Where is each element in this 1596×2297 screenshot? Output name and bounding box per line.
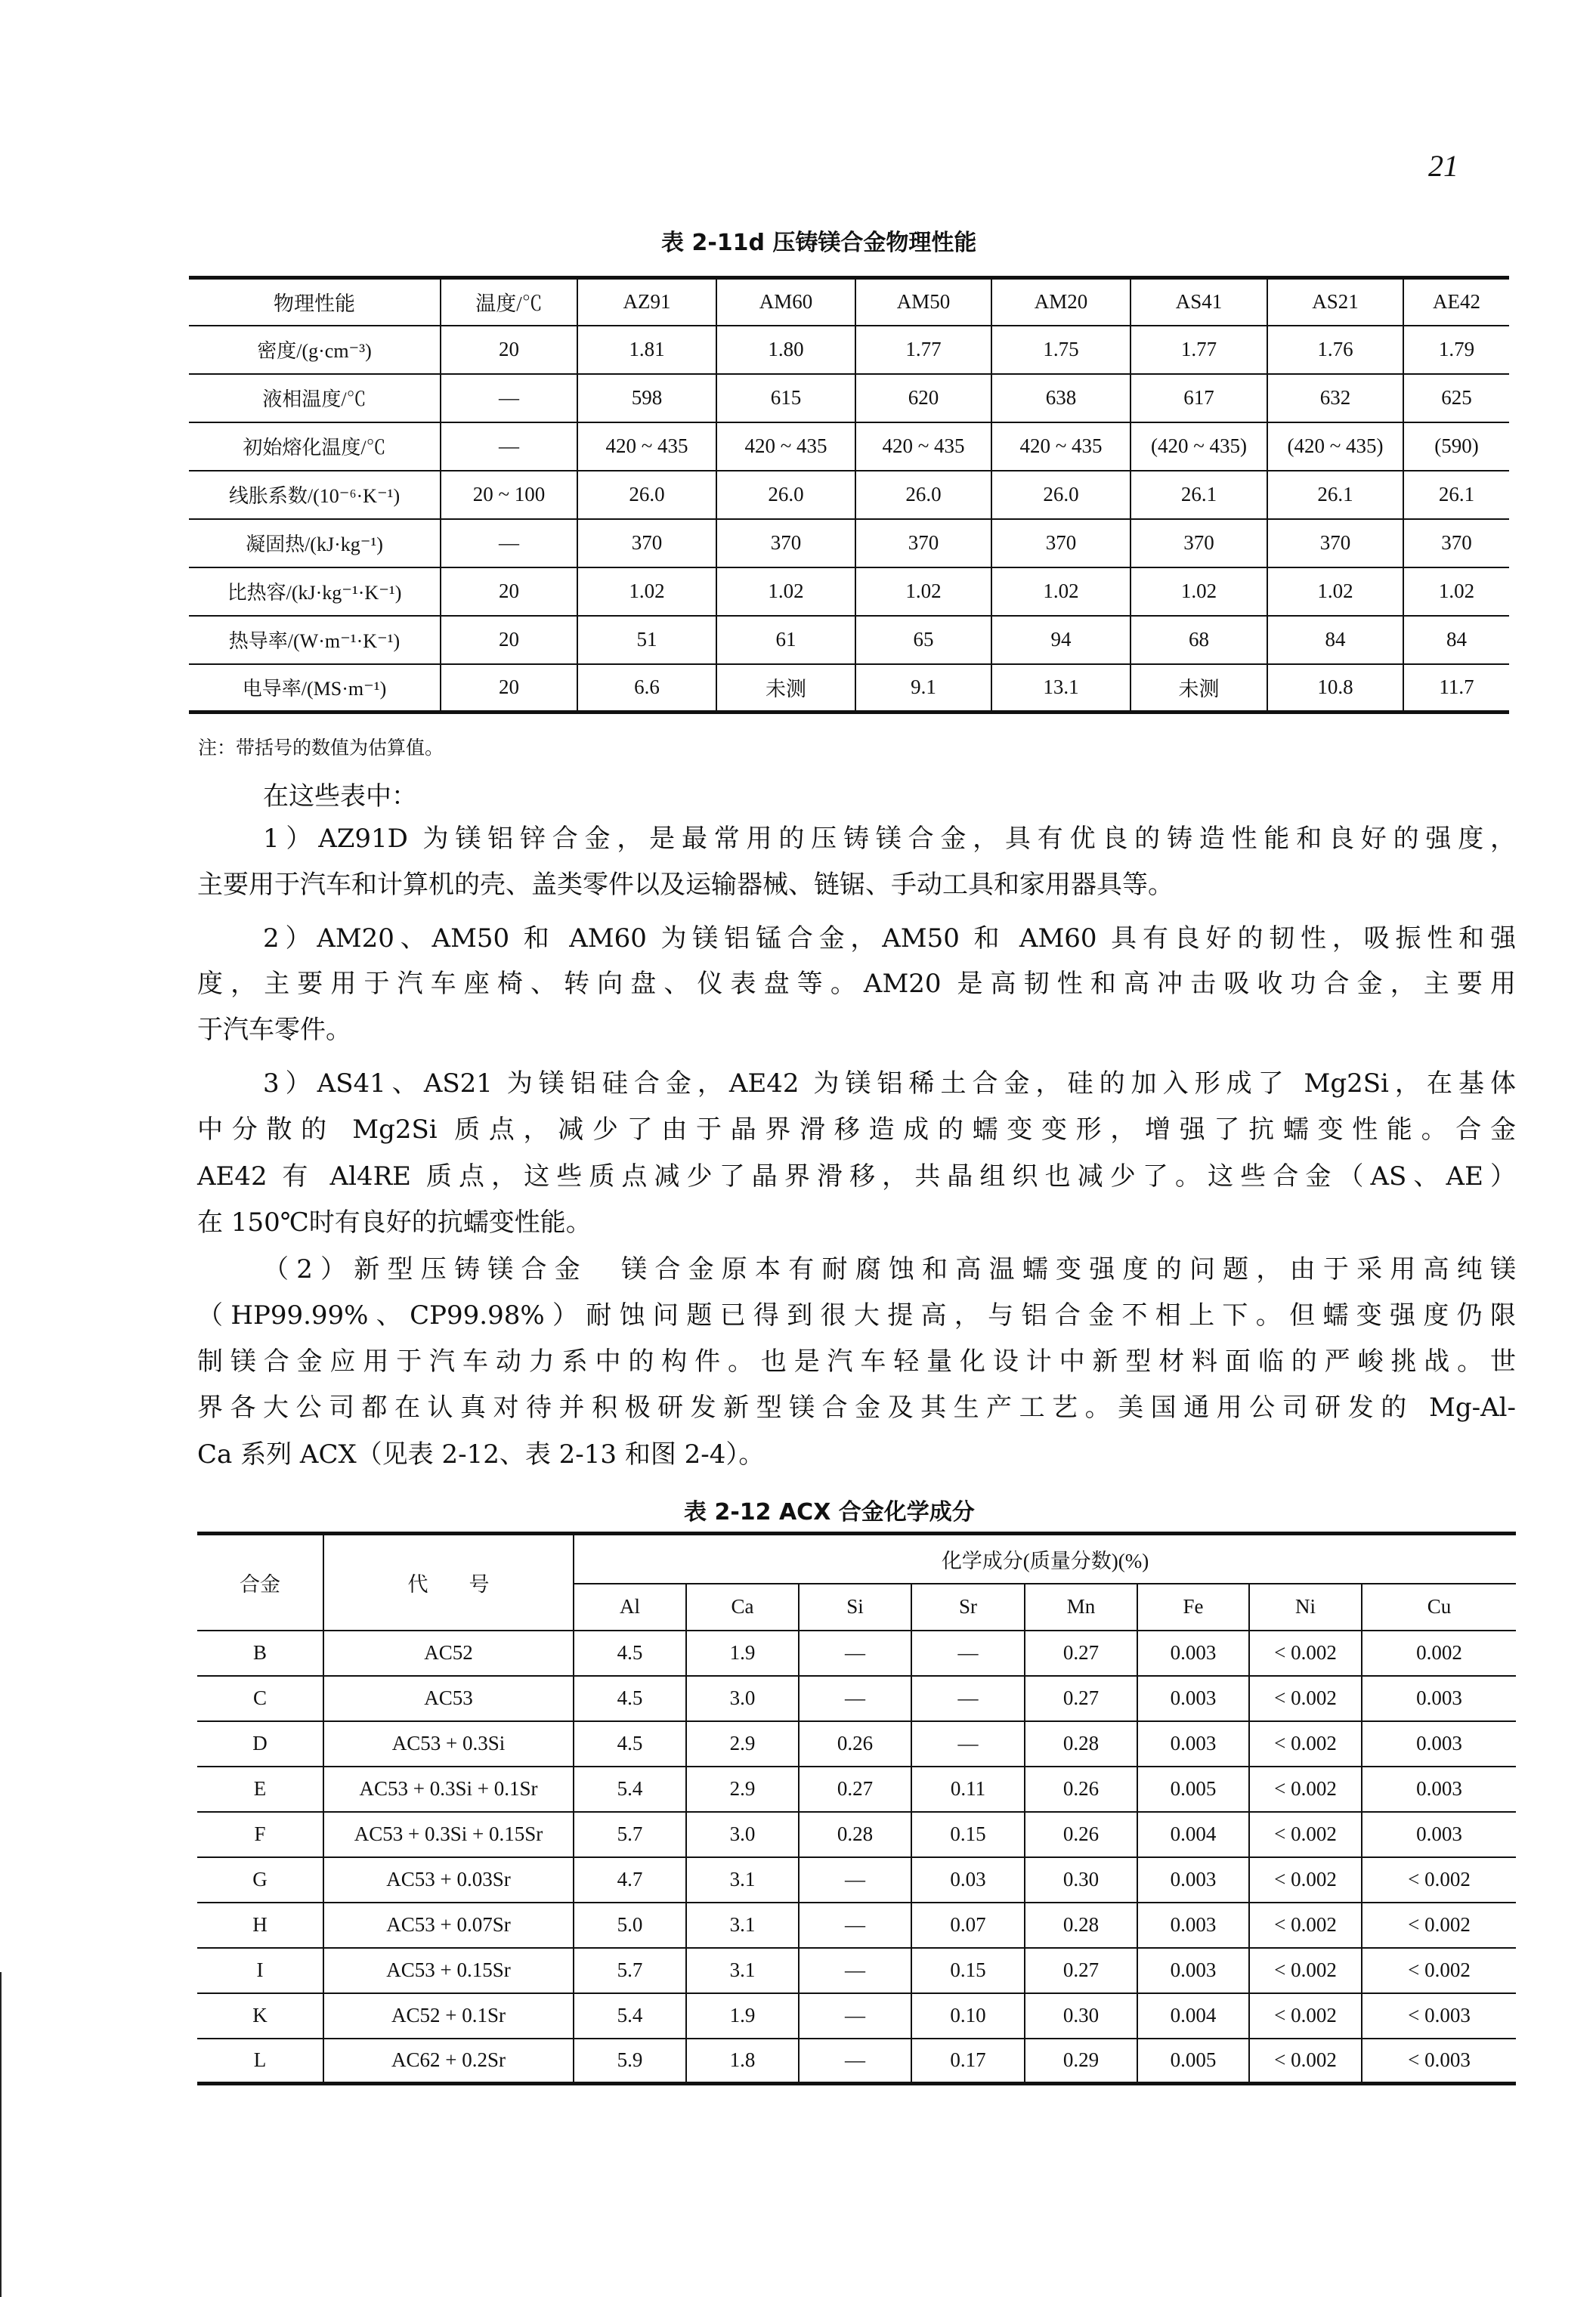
temperature: — [441,422,577,471]
alloy-id: C [197,1676,323,1721]
table-cell: 0.26 [799,1721,911,1767]
table-cell: 0.004 [1137,1812,1249,1857]
table-cell: < 0.002 [1249,1631,1362,1676]
table-cell: 51 [577,616,716,664]
table-cell: 26.1 [1130,471,1267,519]
table-cell: — [911,1676,1025,1721]
table-cell: 370 [1403,519,1509,567]
table-row [189,567,1509,616]
table-row [197,1948,1516,1993]
alloy-code: AC53 + 0.15Sr [323,1948,574,1993]
table-cell: 0.27 [1025,1676,1137,1721]
table-row [197,1767,1516,1812]
table-cell: — [799,1676,911,1721]
alloy-code: AC53 + 0.3Si + 0.1Sr [323,1767,574,1812]
table-cell: 65 [855,616,991,664]
paragraph-line: 界各大公司都在认真对待并积极研发新型镁合金及其生产工艺。美国通用公司研发的 Mg-Al- [197,1393,1516,1423]
property-name: 线胀系数/(10⁻⁶·K⁻¹) [189,471,441,519]
element-header: Si [799,1584,911,1631]
table-row [189,616,1509,664]
physical-properties-table [189,276,1509,714]
property-name: 初始熔化温度/℃ [189,422,441,471]
table-cell: 0.27 [799,1767,911,1812]
table-cell: < 0.002 [1362,1857,1516,1903]
table2-header-row-1 [197,1534,1516,1584]
table1-header-row [189,278,1509,326]
table-cell: 370 [1130,519,1267,567]
table-cell: 1.77 [1130,326,1267,374]
table1-header-cell: AM20 [991,278,1130,326]
table-cell: 420 ~ 435 [577,422,716,471]
body-intro: 在这些表中： [263,781,417,812]
table-cell: < 0.002 [1249,2039,1362,2084]
temperature: 20 ~ 100 [441,471,577,519]
table-cell: 1.02 [1267,567,1403,616]
table-cell: 26.1 [1403,471,1509,519]
table-cell: < 0.002 [1249,1857,1362,1903]
paragraph-line: 度，主要用于汽车座椅、转向盘、仪表盘等。AM20 是高韧性和高冲击吸收功合金，主要用 [197,969,1516,999]
table-cell: 0.003 [1137,1676,1249,1721]
table-cell: 0.003 [1362,1676,1516,1721]
table-cell: 4.5 [574,1721,686,1767]
table-cell: 1.02 [991,567,1130,616]
table-cell: 0.003 [1137,1631,1249,1676]
table-cell: 370 [855,519,991,567]
table-cell: 0.003 [1137,1903,1249,1948]
alloy-id: D [197,1721,323,1767]
table-cell: 0.002 [1362,1631,1516,1676]
table-cell: 0.30 [1025,1857,1137,1903]
table-cell: 0.28 [1025,1721,1137,1767]
table1-header-cell: AM60 [716,278,855,326]
table-cell: 3.1 [686,1948,799,1993]
table-cell: 2.9 [686,1721,799,1767]
property-name: 电导率/(MS·m⁻¹) [189,664,441,713]
table-cell: 632 [1267,374,1403,422]
paragraph-line: Ca 系列 ACX（见表 2-12、表 2-13 和图 2-4）。 [197,1439,765,1470]
table-cell: — [799,2039,911,2084]
table-row [197,1721,1516,1767]
table-cell: 6.6 [577,664,716,713]
table-cell: 0.27 [1025,1948,1137,1993]
element-header: Fe [1137,1584,1249,1631]
table-cell: 617 [1130,374,1267,422]
table-cell: 0.15 [911,1948,1025,1993]
element-header: Sr [911,1584,1025,1631]
table1-header-cell: 物理性能 [189,278,441,326]
table-cell: — [799,1948,911,1993]
alloy-id: F [197,1812,323,1857]
table-cell: 0.003 [1137,1857,1249,1903]
table-cell: 1.02 [716,567,855,616]
alloy-code: AC53 + 0.03Sr [323,1857,574,1903]
paragraph-line: 1）AZ91D 为镁铝锌合金，是最常用的压铸镁合金，具有优良的铸造性能和良好的强度， [263,824,1516,854]
table-cell: 420 ~ 435 [991,422,1130,471]
table-cell: 1.8 [686,2039,799,2084]
table-cell: 3.0 [686,1812,799,1857]
table-cell: < 0.003 [1362,2039,1516,2084]
table-cell: 0.28 [1025,1903,1137,1948]
table-cell: 0.28 [799,1812,911,1857]
element-header: Ni [1249,1584,1362,1631]
table-cell: 3.0 [686,1676,799,1721]
paragraph-line: AE42 有 Al4RE 质点，这些质点减少了晶界滑移，共晶组织也减少了。这些合金（AS、AE） [197,1161,1516,1192]
element-header: Mn [1025,1584,1137,1631]
table-cell: 5.7 [574,1948,686,1993]
table-cell: 26.0 [991,471,1130,519]
element-header: Cu [1362,1584,1516,1631]
table-cell: 5.4 [574,1767,686,1812]
table-cell: 4.5 [574,1676,686,1721]
temperature: 20 [441,326,577,374]
property-name: 密度/(g·cm⁻³) [189,326,441,374]
table1-header-cell: AM50 [855,278,991,326]
table-cell: 5.4 [574,1993,686,2039]
table-cell: < 0.002 [1362,1948,1516,1993]
table-cell: 26.1 [1267,471,1403,519]
table-row [197,1993,1516,2039]
table-cell: 0.07 [911,1903,1025,1948]
table1-header-cell: AS21 [1267,278,1403,326]
table-cell: 26.0 [577,471,716,519]
table-cell: 1.9 [686,1993,799,2039]
table-cell: 1.81 [577,326,716,374]
table-cell: 0.004 [1137,1993,1249,2039]
table-cell: 0.03 [911,1857,1025,1903]
alloy-id: E [197,1767,323,1812]
element-header: Ca [686,1584,799,1631]
table-cell: < 0.002 [1362,1903,1516,1948]
table-row [189,471,1509,519]
paragraph-line: 在 150℃时有良好的抗蠕变性能。 [197,1207,592,1238]
table-cell: 2.9 [686,1767,799,1812]
property-name: 热导率/(W·m⁻¹·K⁻¹) [189,616,441,664]
paragraph-line: （2）新型压铸镁合金 镁合金原本有耐腐蚀和高温蠕变强度的问题，由于采用高纯镁 [263,1254,1516,1285]
table-cell: 4.5 [574,1631,686,1676]
table-cell: 598 [577,374,716,422]
table-cell: 0.26 [1025,1812,1137,1857]
table-cell: 0.10 [911,1993,1025,2039]
alloy-id: G [197,1857,323,1903]
table-cell: < 0.002 [1249,1812,1362,1857]
table-row [189,374,1509,422]
table-cell: 5.0 [574,1903,686,1948]
table-cell: < 0.002 [1249,1721,1362,1767]
table-cell: — [799,1631,911,1676]
table1-title: 表 2-11d 压铸镁合金物理性能 [661,230,977,256]
table-row [189,519,1509,567]
alloy-code: AC52 [323,1631,574,1676]
table-cell: (420 ~ 435) [1130,422,1267,471]
paragraph-line: 3）AS41、AS21 为镁铝硅合金，AE42 为镁铝稀土合金，硅的加入形成了 Mg2Si，在基体 [263,1068,1516,1099]
header-code: 代 号 [323,1534,574,1631]
table-cell: 1.79 [1403,326,1509,374]
alloy-id: L [197,2039,323,2084]
table-cell: 370 [716,519,855,567]
alloy-code: AC53 + 0.07Sr [323,1903,574,1948]
temperature: 20 [441,664,577,713]
alloy-code: AC53 + 0.3Si + 0.15Sr [323,1812,574,1857]
paragraph-line: 主要用于汽车和计算机的壳、盖类零件以及运输器械、链锯、手动工具和家用器具等。 [197,870,1174,900]
alloy-id: H [197,1903,323,1948]
table-cell: 1.02 [577,567,716,616]
alloy-code: AC53 [323,1676,574,1721]
table-cell: 94 [991,616,1130,664]
table-cell: 0.15 [911,1812,1025,1857]
table-row [189,326,1509,374]
table-cell: 620 [855,374,991,422]
table-cell: — [911,1631,1025,1676]
table-cell: < 0.002 [1249,1767,1362,1812]
table-cell: 3.1 [686,1903,799,1948]
table-cell: 61 [716,616,855,664]
table-cell: 1.80 [716,326,855,374]
paragraph-line: 中分散的 Mg2Si 质点，减少了由于晶界滑移造成的蠕变变形，增强了抗蠕变性能。合金 [197,1114,1516,1145]
table-row [197,1903,1516,1948]
temperature: — [441,519,577,567]
table-cell: 0.003 [1137,1948,1249,1993]
property-name: 液相温度/℃ [189,374,441,422]
table-row [189,422,1509,471]
table-cell: 13.1 [991,664,1130,713]
table-cell: 0.29 [1025,2039,1137,2084]
header-chemical-composition: 化学成分(质量分数)(%) [574,1534,1516,1584]
table-cell: 638 [991,374,1130,422]
temperature: 20 [441,616,577,664]
table-row [197,1676,1516,1721]
table-row [197,1812,1516,1857]
table-cell: 0.003 [1362,1721,1516,1767]
temperature: — [441,374,577,422]
table1-header-cell: AE42 [1403,278,1509,326]
table-cell: 0.003 [1362,1767,1516,1812]
alloy-code: AC52 + 0.1Sr [323,1993,574,2039]
table-cell: 370 [1267,519,1403,567]
temperature: 20 [441,567,577,616]
alloy-id: I [197,1948,323,1993]
table-cell: 26.0 [855,471,991,519]
table-cell: 0.27 [1025,1631,1137,1676]
table-cell: 0.26 [1025,1767,1137,1812]
table-cell: < 0.002 [1249,1948,1362,1993]
table-cell: < 0.002 [1249,1676,1362,1721]
header-alloy: 合金 [197,1534,323,1631]
alloy-id: B [197,1631,323,1676]
element-header: Al [574,1584,686,1631]
paragraph-line: （HP99.99%、CP99.98%）耐蚀问题已得到很大提高，与铝合金不相上下。但蠕变强度仍限 [197,1300,1516,1331]
table-cell: < 0.002 [1249,1903,1362,1948]
table-cell: 0.005 [1137,1767,1249,1812]
table-cell: 10.8 [1267,664,1403,713]
table-cell: 0.11 [911,1767,1025,1812]
table-cell: 0.003 [1362,1812,1516,1857]
alloy-id: K [197,1993,323,2039]
acx-composition-table [197,1532,1516,2085]
table-cell: 1.02 [1130,567,1267,616]
table-cell: 1.9 [686,1631,799,1676]
table1-header-cell: AZ91 [577,278,716,326]
table-cell: — [799,1993,911,2039]
table-cell: 未测 [716,664,855,713]
table-cell: 1.75 [991,326,1130,374]
table-cell: — [799,1857,911,1903]
paragraph-line: 2）AM20、AM50 和 AM60 为镁铝锰合金，AM50 和 AM60 具有良好的韧性，吸振性和强 [263,923,1516,954]
page-number: 21 [1428,149,1458,183]
table-cell: 370 [577,519,716,567]
table-cell: 1.02 [855,567,991,616]
table1-note: 注：带括号的数值为估算值。 [198,737,444,759]
table-cell: 3.1 [686,1857,799,1903]
table-cell: 0.005 [1137,2039,1249,2084]
property-name: 比热容/(kJ·kg⁻¹·K⁻¹) [189,567,441,616]
table-row [197,2039,1516,2084]
table-cell: 9.1 [855,664,991,713]
table-cell: 420 ~ 435 [855,422,991,471]
table-cell: < 0.002 [1249,1993,1362,2039]
table-cell: — [799,1903,911,1948]
table-row [197,1631,1516,1676]
table-cell: 370 [991,519,1130,567]
table-cell: 11.7 [1403,664,1509,713]
table-cell: 625 [1403,374,1509,422]
table-row [197,1857,1516,1903]
table-cell: 84 [1267,616,1403,664]
table-cell: (420 ~ 435) [1267,422,1403,471]
table-cell: 未测 [1130,664,1267,713]
table-cell: 5.9 [574,2039,686,2084]
table-cell: 84 [1403,616,1509,664]
alloy-code: AC62 + 0.2Sr [323,2039,574,2084]
table-cell: 615 [716,374,855,422]
alloy-code: AC53 + 0.3Si [323,1721,574,1767]
table-cell: 0.003 [1137,1721,1249,1767]
table-cell: 0.17 [911,2039,1025,2084]
table-cell: 0.30 [1025,1993,1137,2039]
table-cell: 1.02 [1403,567,1509,616]
table-cell: 26.0 [716,471,855,519]
table1-header-cell: AS41 [1130,278,1267,326]
table-cell: 4.7 [574,1857,686,1903]
table-cell: 420 ~ 435 [716,422,855,471]
scan-edge-line [0,1972,2,2297]
table1-header-cell: 温度/℃ [441,278,577,326]
table-cell: < 0.003 [1362,1993,1516,2039]
property-name: 凝固热/(kJ·kg⁻¹) [189,519,441,567]
table-row [189,664,1509,713]
table-cell: — [911,1721,1025,1767]
paragraph-line: 制镁合金应用于汽车动力系中的构件。也是汽车轻量化设计中新型材料面临的严峻挑战。世 [197,1346,1516,1377]
paragraph-line: 于汽车零件。 [197,1015,351,1045]
table-cell: 5.7 [574,1812,686,1857]
table-cell: 68 [1130,616,1267,664]
table2-title: 表 2-12 ACX 合金化学成分 [684,1499,975,1526]
table-cell: 1.76 [1267,326,1403,374]
table-cell: 1.77 [855,326,991,374]
table-cell: (590) [1403,422,1509,471]
